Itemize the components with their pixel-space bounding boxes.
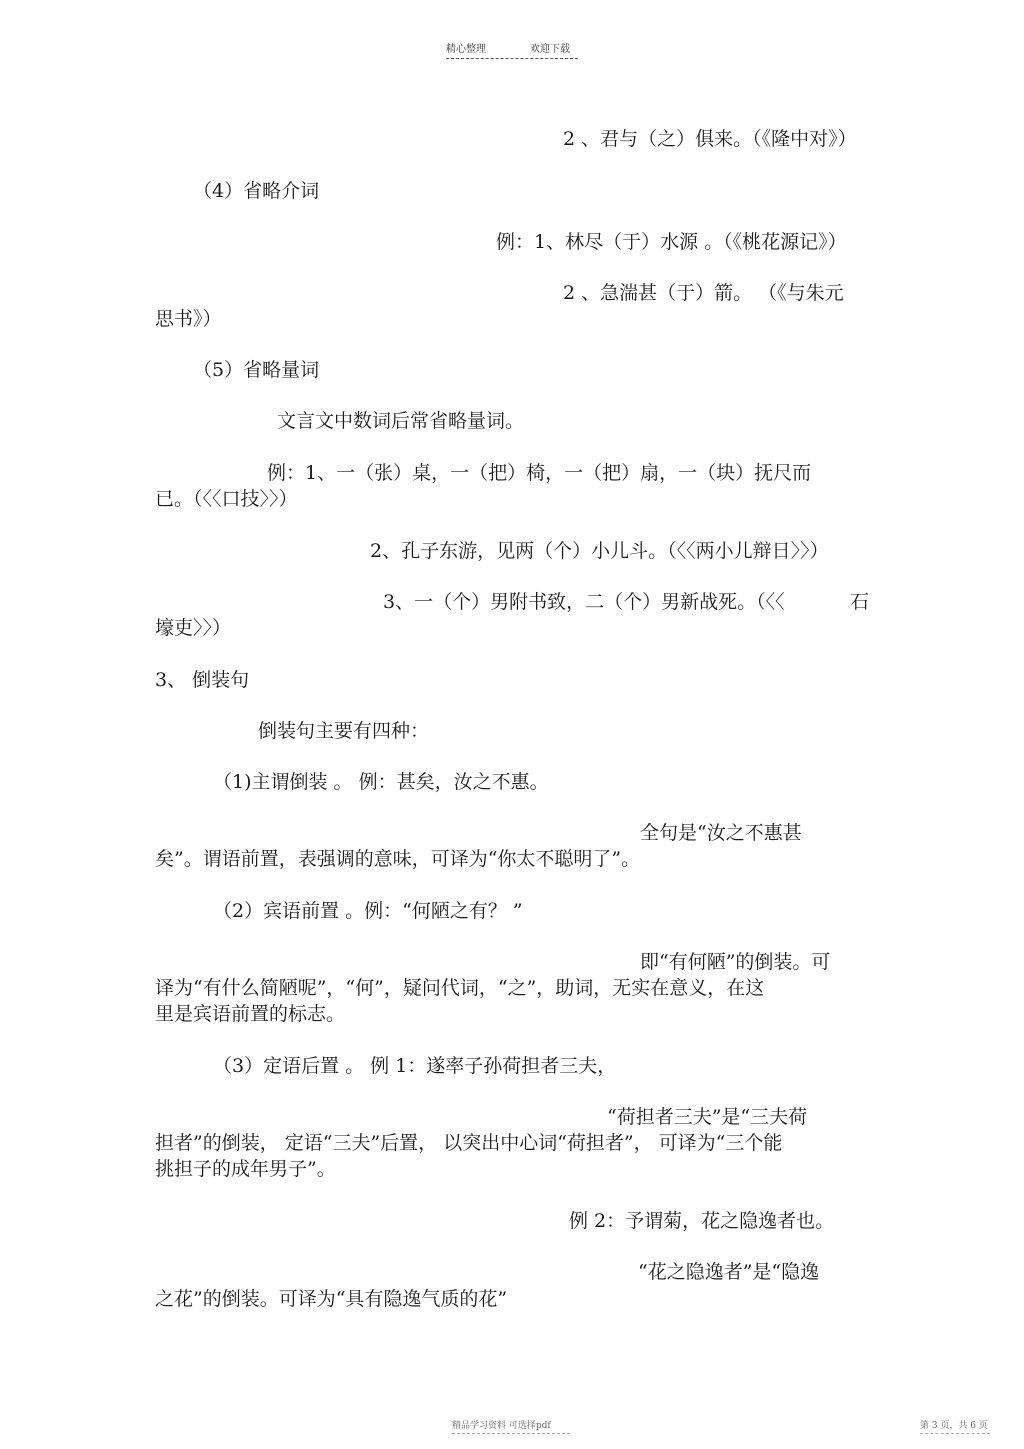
text-line: 3、一（个）男附书致，二（个）男新战死。（〈〈 [383, 591, 785, 613]
text-line: 例 2：予谓菊，花之隐逸者也。 [569, 1210, 835, 1232]
text-line: 思书》） [155, 308, 222, 330]
text-line: 壕吏〉〉） [155, 617, 232, 639]
section-heading: 3、 倒装句 [155, 669, 250, 691]
header-divider [446, 58, 578, 59]
header-left-text: 精心整理 [446, 44, 486, 55]
text-line: 挑担子的成年男子”。 [155, 1158, 336, 1180]
text-line: （1)主谓倒装 。 例：甚矣，汝之不惠。 [213, 771, 549, 793]
footer-divider-right [920, 1433, 990, 1434]
footer-divider-left [452, 1433, 570, 1434]
text-line: 石 [850, 591, 870, 613]
text-line: 2 、君与（之）俱来。（《隆中对》） [563, 128, 857, 150]
text-line: （4）省略介词 [193, 180, 320, 202]
text-line: 2 、急湍甚（于）箭。 （《与朱元 [563, 282, 844, 304]
text-line: “花之隐逸者”是“隐逸 [638, 1261, 820, 1283]
footer-left-text: 精品学习资料 可选择pdf [452, 1421, 551, 1431]
text-line: （2）宾语前置 。例：“何陋之有？ ” [213, 900, 523, 922]
text-line: 全句是“汝之不惠甚 [640, 822, 802, 844]
text-line: 倒装句主要有四种： [258, 720, 430, 742]
text-line: 之花”的倒装。可译为“具有隐逸气质的花” [155, 1288, 508, 1310]
text-line: 文言文中数词后常省略量词。 [277, 410, 525, 432]
text-line: 矣”。谓语前置，表强调的意味，可译为“你太不聪明了”。 [155, 848, 641, 870]
text-line: 例：1、一（张）桌，一（把）椅，一（把）扇，一（块）抚尺而 [267, 462, 812, 484]
text-line: 即“有何陋”的倒装。可 [640, 951, 831, 973]
text-line: 译为“有什么简陋呢”，“何”，疑问代词，“之”，助词，无实在意义，在这 [155, 977, 765, 999]
text-line: （3）定语后置 。 例 1：遂率子孙荷担者三夫， [213, 1055, 617, 1077]
footer-page-number: 第 3 页，共 6 页 [920, 1421, 988, 1431]
text-line: 例：1、林尽（于）水源 。（《桃花源记》） [496, 231, 847, 253]
header-right-text: 欢迎下载 [530, 44, 570, 55]
text-line: “荷担者三夫”是“三夫荷 [607, 1106, 808, 1128]
text-line: 已。（〈〈口技〉〉） [155, 488, 298, 510]
text-line: （5）省略量词 [193, 359, 320, 381]
text-line: 2、孔子东游，见两（个）小儿斗。（〈〈两小儿辩日〉〉） [370, 540, 829, 562]
text-line: 里是宾语前置的标志。 [155, 1003, 346, 1025]
text-line: 担者”的倒装， 定语“三夫”后置， 以突出中心词“荷担者”， 可译为“三个能 [155, 1132, 783, 1154]
